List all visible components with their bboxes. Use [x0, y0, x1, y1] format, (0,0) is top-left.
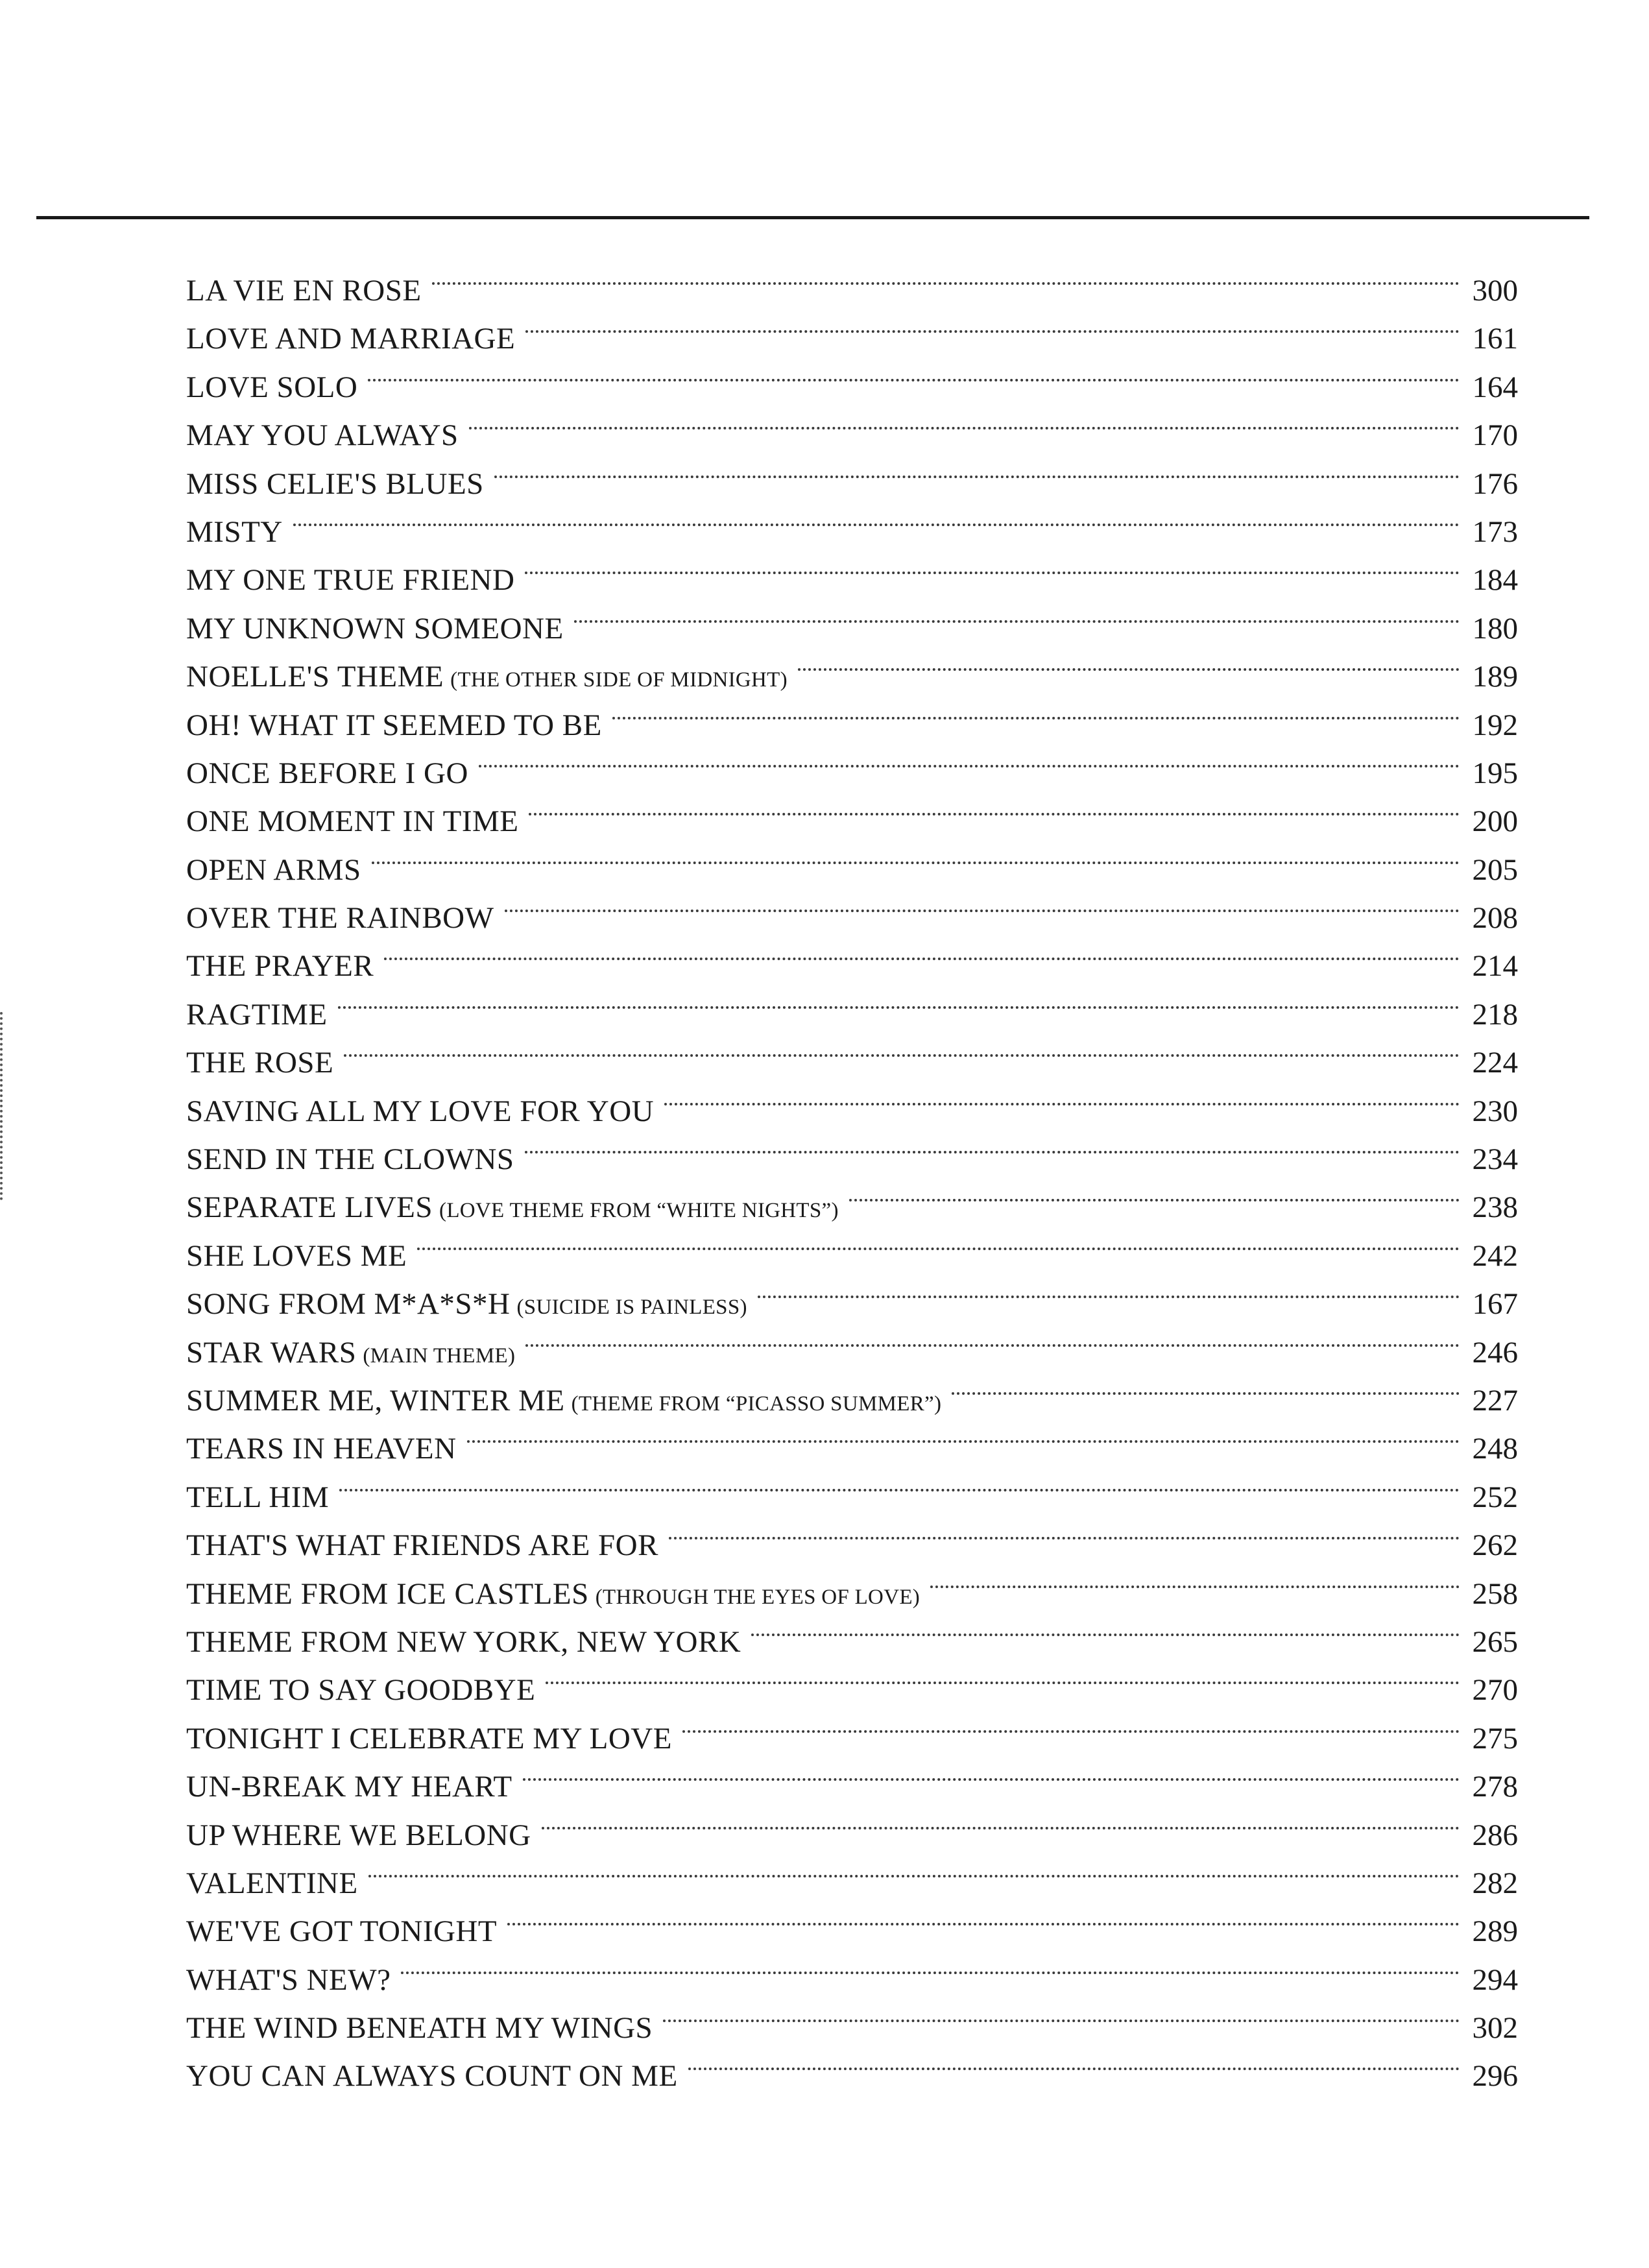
dot-leader — [751, 1604, 1460, 1652]
dot-leader — [368, 349, 1460, 397]
toc-entry-page: 248 — [1472, 1432, 1518, 1466]
dot-leader — [401, 1942, 1460, 1990]
toc-entry-subtitle: (THEME FROM “PICASSO SUMMER”) — [571, 1392, 942, 1416]
toc-entry-title: THE WIND BENEATH MY WINGS — [186, 2011, 653, 2045]
dot-leader — [339, 1459, 1460, 1507]
toc-entry[interactable] — [186, 1024, 1518, 1080]
dot-leader — [368, 1845, 1460, 1893]
toc-entry-title: OPEN ARMS — [186, 852, 361, 887]
toc-entry-title: MISS CELIE'S BLUES — [186, 466, 484, 501]
toc-entry-title: NOELLE'S THEME — [186, 660, 444, 694]
dot-leader — [688, 2038, 1460, 2086]
toc-entry-subtitle: (THE OTHER SIDE OF MIDNIGHT) — [450, 668, 788, 692]
dot-leader — [505, 880, 1460, 928]
toc-entry-page: 302 — [1472, 2011, 1518, 2045]
dot-leader — [529, 783, 1460, 831]
toc-entry-subtitle: (THROUGH THE EYES OF LOVE) — [595, 1585, 921, 1609]
dot-leader — [664, 1073, 1460, 1121]
dot-leader — [523, 1748, 1460, 1796]
toc-entry-page: 265 — [1472, 1624, 1518, 1659]
toc-entry-title: YOU CAN ALWAYS COUNT ON ME — [186, 2059, 678, 2093]
toc-entry-title: TONIGHT I CELEBRATE MY LOVE — [186, 1721, 672, 1755]
toc-entry-title: UN-BREAK MY HEART — [186, 1770, 512, 1804]
dot-leader — [384, 928, 1460, 976]
dot-leader — [849, 1169, 1460, 1217]
toc-entry-title: SEPARATE LIVES — [186, 1190, 433, 1225]
toc-entry-page: 170 — [1472, 418, 1518, 453]
dot-leader — [546, 1652, 1460, 1700]
toc-entry-page: 286 — [1472, 1818, 1518, 1852]
toc-entry-title: ONE MOMENT IN TIME — [186, 804, 519, 839]
toc-entry-title: WHAT'S NEW? — [186, 1962, 391, 1997]
toc-entry-title: MAY YOU ALWAYS — [186, 418, 459, 453]
toc-entry-title: VALENTINE — [186, 1866, 358, 1900]
toc-entry-title: TEARS IN HEAVEN — [186, 1432, 457, 1466]
dot-leader — [612, 687, 1460, 735]
toc-entry-page: 230 — [1472, 1094, 1518, 1128]
toc-entry-title: OH! WHAT IT SEEMED TO BE — [186, 708, 602, 742]
toc-entry-page: 192 — [1472, 708, 1518, 742]
dot-leader — [479, 735, 1460, 783]
toc-entry-page: 200 — [1472, 804, 1518, 839]
toc-entry-title: SONG FROM M*A*S*H — [186, 1287, 511, 1321]
toc-entry-title: LA VIE EN ROSE — [186, 274, 422, 308]
toc-entry-page: 173 — [1472, 514, 1518, 549]
dot-leader — [467, 1410, 1460, 1458]
toc-entry-page: 294 — [1472, 1962, 1518, 1997]
toc-entry-title: SAVING ALL MY LOVE FOR YOU — [186, 1094, 655, 1128]
dot-leader — [344, 1024, 1460, 1072]
toc-entry-page: 252 — [1472, 1480, 1518, 1514]
spine-edge-mark — [0, 1012, 6, 1200]
dot-leader — [494, 446, 1460, 494]
toc-entry[interactable] — [186, 252, 1518, 308]
dot-leader — [930, 1556, 1460, 1604]
table-of-contents — [186, 252, 1518, 2093]
dot-leader — [525, 1121, 1460, 1169]
toc-entry[interactable] — [186, 832, 1518, 887]
toc-entry-title: SHE LOVES ME — [186, 1238, 407, 1273]
toc-entry-page: 208 — [1472, 901, 1518, 935]
toc-entry-title: SUMMER ME, WINTER ME — [186, 1383, 565, 1418]
dot-leader — [525, 300, 1460, 348]
toc-entry-page: 262 — [1472, 1528, 1518, 1563]
toc-entry-page: 227 — [1472, 1383, 1518, 1418]
toc-entry-page: 195 — [1472, 756, 1518, 790]
toc-entry-title: MY UNKNOWN SOMEONE — [186, 611, 564, 645]
dot-leader — [525, 542, 1460, 590]
toc-entry-page: 278 — [1472, 1770, 1518, 1804]
top-rule — [36, 216, 1589, 219]
toc-entry-subtitle: (LOVE THEME FROM “WHITE NIGHTS”) — [439, 1199, 839, 1223]
toc-entry-title: MISTY — [186, 514, 283, 549]
toc-entry-page: 218 — [1472, 997, 1518, 1031]
dot-leader — [417, 1218, 1460, 1266]
toc-entry-page: 176 — [1472, 466, 1518, 501]
dot-leader — [338, 976, 1460, 1024]
toc-entry-subtitle: (SUICIDE IS PAINLESS) — [516, 1296, 747, 1320]
toc-entry[interactable] — [186, 542, 1518, 597]
toc-entry-title: OVER THE RAINBOW — [186, 901, 494, 935]
dot-leader — [525, 1314, 1460, 1362]
toc-entry-page: 282 — [1472, 1866, 1518, 1900]
toc-entry[interactable] — [186, 880, 1518, 935]
dot-leader — [542, 1797, 1460, 1845]
toc-entry[interactable] — [186, 349, 1518, 404]
toc-entry[interactable] — [186, 1073, 1518, 1128]
toc-entry[interactable] — [186, 1507, 1518, 1563]
toc-entry-page: 275 — [1472, 1721, 1518, 1755]
toc-entry-page: 296 — [1472, 2059, 1518, 2093]
toc-entry-title: THEME FROM NEW YORK, NEW YORK — [186, 1624, 741, 1659]
dot-leader — [669, 1507, 1460, 1555]
toc-entry[interactable] — [186, 976, 1518, 1031]
toc-entry[interactable] — [186, 928, 1518, 983]
dot-leader — [758, 1266, 1460, 1314]
toc-entry-page: 167 — [1472, 1287, 1518, 1321]
toc-entry-page: 300 — [1472, 274, 1518, 308]
toc-entry-subtitle: (MAIN THEME) — [363, 1344, 516, 1368]
toc-entry-page: 289 — [1472, 1914, 1518, 1949]
toc-entry-title: TELL HIM — [186, 1480, 330, 1514]
toc-entry-title: TIME TO SAY GOODBYE — [186, 1673, 536, 1707]
toc-entry-title: SEND IN THE CLOWNS — [186, 1142, 514, 1177]
toc-entry-page: 205 — [1472, 852, 1518, 887]
toc-entry-title: STAR WARS — [186, 1335, 357, 1369]
toc-entry-title: THAT'S WHAT FRIENDS ARE FOR — [186, 1528, 658, 1563]
toc-entry-title: RAGTIME — [186, 997, 328, 1031]
toc-entry[interactable] — [186, 397, 1518, 453]
toc-entry-page: 234 — [1472, 1142, 1518, 1177]
toc-entry-page: 180 — [1472, 611, 1518, 645]
dot-leader — [432, 252, 1460, 300]
toc-entry-title: THE PRAYER — [186, 949, 374, 983]
toc-entry-page: 224 — [1472, 1046, 1518, 1080]
toc-entry-title: LOVE SOLO — [186, 370, 358, 404]
toc-entry-page: 246 — [1472, 1335, 1518, 1369]
toc-entry-page: 238 — [1472, 1190, 1518, 1225]
dot-leader — [293, 494, 1460, 542]
toc-entry[interactable] — [186, 1459, 1518, 1514]
toc-entry-title: ONCE BEFORE I GO — [186, 756, 468, 790]
toc-entry-page: 164 — [1472, 370, 1518, 404]
dot-leader — [507, 1893, 1460, 1941]
toc-entry[interactable] — [186, 1845, 1518, 1900]
toc-entry-title: LOVE AND MARRIAGE — [186, 322, 516, 356]
dot-leader — [574, 590, 1460, 638]
toc-entry-page: 242 — [1472, 1238, 1518, 1273]
toc-entry-title: MY ONE TRUE FRIEND — [186, 563, 515, 597]
toc-entry-page: 270 — [1472, 1673, 1518, 1707]
dot-leader — [952, 1362, 1460, 1410]
dot-leader — [798, 638, 1460, 686]
dot-leader — [663, 1990, 1460, 2038]
toc-entry[interactable] — [186, 1893, 1518, 1949]
toc-entry-title: THEME FROM ICE CASTLES — [186, 1576, 589, 1611]
dot-leader — [372, 832, 1460, 880]
toc-entry-page: 189 — [1472, 660, 1518, 694]
toc-entry-title: WE'VE GOT TONIGHT — [186, 1914, 498, 1949]
toc-entry[interactable] — [186, 494, 1518, 549]
toc-entry-page: 214 — [1472, 949, 1518, 983]
toc-entry-title: THE ROSE — [186, 1046, 334, 1080]
toc-entry-page: 161 — [1472, 322, 1518, 356]
toc-entry-page: 184 — [1472, 563, 1518, 597]
toc-entry-title: UP WHERE WE BELONG — [186, 1818, 531, 1852]
dot-leader — [469, 397, 1460, 445]
toc-entry-page: 258 — [1472, 1576, 1518, 1611]
dot-leader — [682, 1700, 1460, 1748]
